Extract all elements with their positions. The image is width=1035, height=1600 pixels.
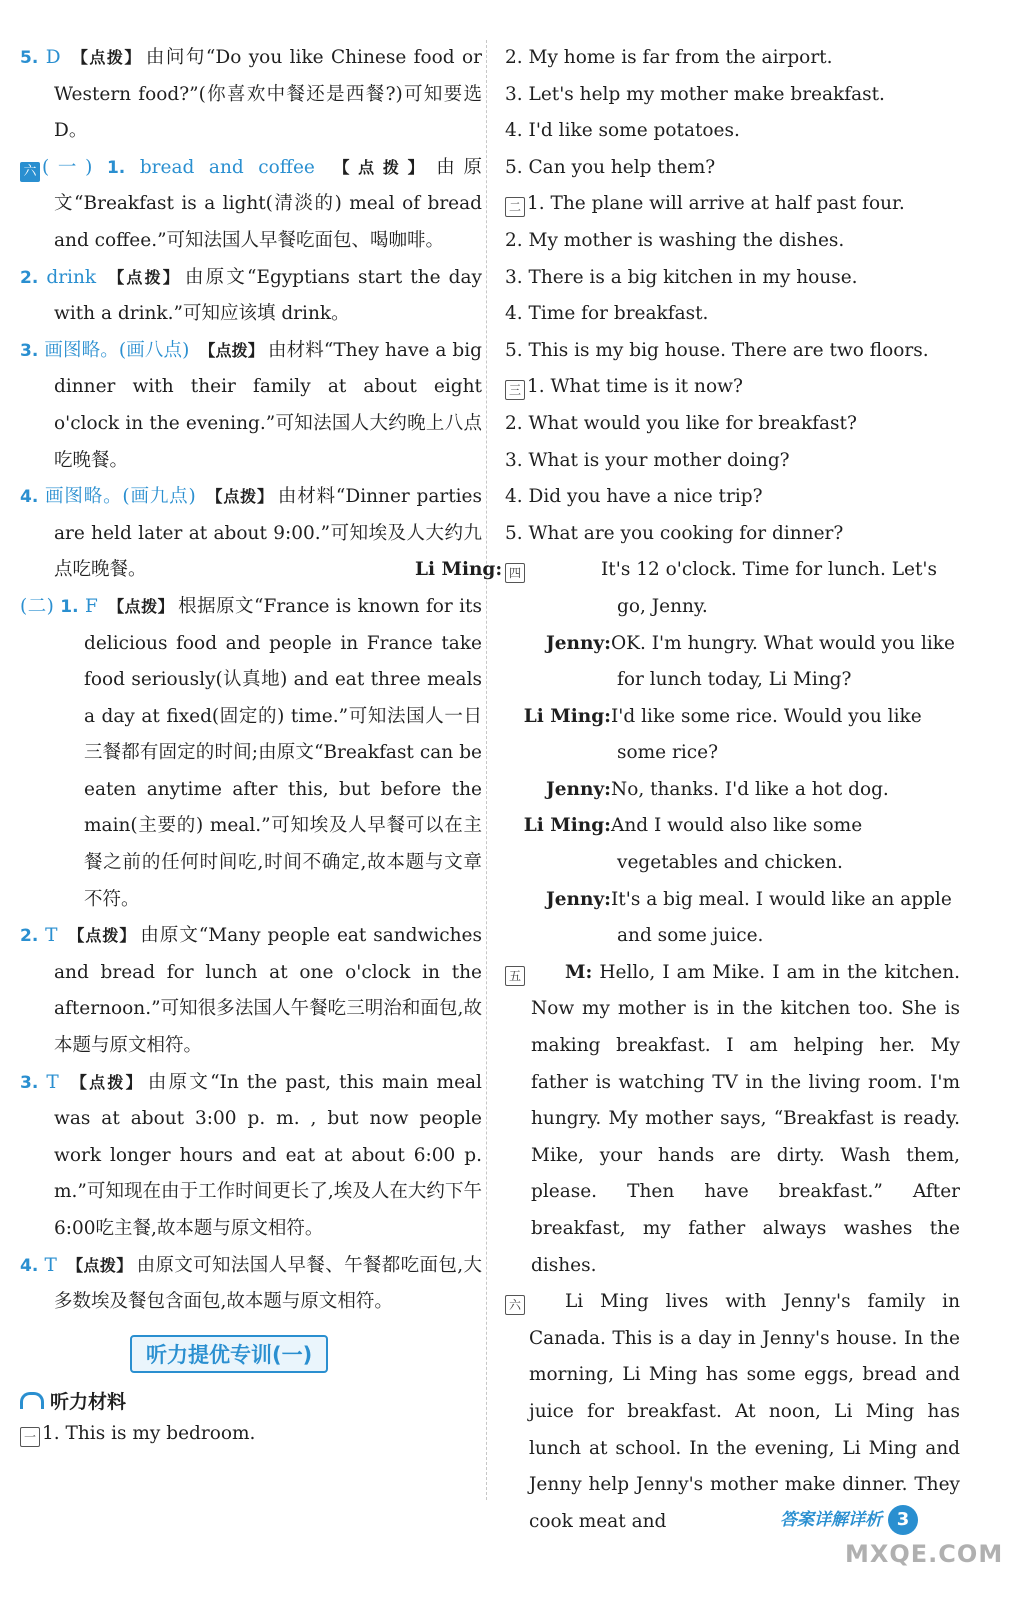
- answer-value: 画图略。(画九点): [45, 486, 196, 508]
- answer-p1q2: [20, 260, 482, 333]
- q-number: 3.: [20, 1072, 39, 1093]
- section-two-icon: 二: [505, 197, 525, 217]
- speaker: Jenny:: [545, 632, 611, 654]
- tip-label: 【点拨】: [67, 1255, 133, 1275]
- dialog-text: OK. I'm hungry. What would you like for lunch today, Li Ming?: [611, 632, 955, 691]
- s3-line: 5. What are you cooking for dinner?: [505, 522, 844, 544]
- dialog-line: [505, 808, 960, 881]
- dialog-line: [505, 699, 960, 772]
- s5-passage: [505, 955, 960, 1284]
- s2-line: 4. Time for breakfast.: [505, 303, 709, 325]
- s2-line: [505, 186, 960, 223]
- answer-value: F: [84, 595, 98, 617]
- tip-label: 【点拨】: [206, 487, 274, 507]
- q-number: 2.: [20, 926, 39, 947]
- page-number: 3: [888, 1505, 918, 1535]
- dialog-line: [505, 882, 960, 955]
- q-number: 1.: [106, 157, 126, 178]
- tip-label: 【点拨】: [70, 1072, 144, 1092]
- column-divider: [486, 40, 488, 1500]
- answer-value: bread and coffee: [139, 156, 315, 178]
- section-banner: 听力提优专训(一): [130, 1335, 328, 1373]
- s2-line: 2. My mother is washing the dishes.: [505, 229, 845, 251]
- left-column: [20, 40, 482, 1452]
- s3-line: 2. What would you like for breakfast?: [505, 412, 857, 434]
- dialog-text: And I would also like some vegetables and chicken.: [611, 815, 863, 874]
- answer-value: drink: [46, 266, 97, 288]
- s6-passage: [505, 1284, 960, 1540]
- tip-label: 【点拨】: [108, 267, 181, 287]
- section-six-icon: 六: [20, 162, 40, 182]
- answer-p1q1: [20, 150, 482, 260]
- speaker: Li Ming:: [523, 815, 611, 837]
- passage-text: Hello, I am Mike. I am in the kitchen. Now my mother is in the kitchen too. She is making breakfast. I am helping her. My father is watching TV in the living room. I'm hungry. My mother says, “Breakfast is ready. Mike, your hands are dirty. Wash them, please. Then have breakfast.” After breakfast, my father always washes the dishes.: [531, 961, 960, 1276]
- part-label: (二): [20, 595, 54, 617]
- s3-line: [505, 369, 960, 406]
- tip-label: 【点拨】: [333, 157, 433, 177]
- answer-q5: [20, 40, 482, 150]
- section-four-icon: 四: [505, 563, 525, 583]
- section-three-icon: 三: [505, 380, 525, 400]
- q-number: 1.: [60, 596, 79, 617]
- answer-value: T: [46, 1071, 59, 1093]
- section-five-icon: 五: [505, 966, 525, 986]
- line-text: 1. What time is it now?: [527, 376, 743, 398]
- answer-value: D: [45, 47, 61, 68]
- s1-line: 2. My home is far from the airport.: [505, 47, 833, 68]
- s2-line: 3. There is a big kitchen in my house.: [505, 266, 858, 288]
- answer-p2q2: [20, 918, 482, 1064]
- tip-text: 由原文“Many people eat sandwiches and bread for lunch at one o'clock in the afternoon.”可知很多法国人午餐吃三明治和面包,故本题与原文相符。: [54, 925, 482, 1057]
- footer-label: 答案详解详析: [780, 1510, 882, 1530]
- q-number: 4.: [20, 1255, 39, 1276]
- tip-label: 【点拨】: [68, 926, 137, 946]
- dialog-text: It's a big meal. I would like an apple and some juice.: [611, 888, 952, 947]
- page-footer: [780, 1505, 918, 1535]
- s1-line: 3. Let's help my mother make breakfast.: [505, 83, 885, 105]
- s2-line: 5. This is my big house. There are two floors.: [505, 339, 929, 361]
- dialog-text: It's 12 o'clock. Time for lunch. Let's go, Jenny.: [601, 559, 937, 617]
- answer-value: T: [45, 925, 58, 947]
- answer-p1q4: [20, 479, 482, 589]
- tip-text: 由原文可知法国人早餐、午餐都吃面包,大多数埃及餐包含面包,故本题与原文相符。: [54, 1254, 482, 1313]
- tip-text: 由材料“Dinner parties are held later at about 9:00.”可知埃及人大约九点吃晚餐。: [54, 486, 482, 581]
- speaker: Jenny:: [545, 888, 611, 910]
- dialog-line: [415, 552, 960, 625]
- tip-label: 【点拨】: [108, 596, 175, 616]
- speaker: Li Ming:: [415, 559, 503, 581]
- answer-value: T: [44, 1254, 57, 1276]
- tip-label: 【点拨】: [71, 48, 142, 67]
- tip-text: 由原文“Egyptians start the day with a drink.”可知应该填 drink。: [54, 266, 482, 325]
- answer-value: 画图略。(画八点): [44, 339, 190, 361]
- speaker: Jenny:: [545, 778, 611, 800]
- line-text: 1. This is my bedroom.: [42, 1422, 256, 1444]
- dialog-text: No, thanks. I'd like a hot dog.: [611, 778, 889, 800]
- s1-line: 4. I'd like some potatoes.: [505, 120, 740, 142]
- tip-text: 由原文“Breakfast is a light(清淡的) meal of bread and coffee.”可知法国人早餐吃面包、喝咖啡。: [54, 156, 482, 251]
- speaker: Li Ming:: [523, 705, 611, 727]
- answer-p1q3: [20, 333, 482, 479]
- section-six-icon: 六: [505, 1295, 525, 1315]
- dialog-text: I'd like some rice. Would you like some rice?: [611, 705, 922, 764]
- right-column: [415, 40, 960, 1540]
- q-number: 3.: [20, 340, 39, 361]
- tip-text: 根据原文“France is known for its delicious food and people in France take food seriously(认真地) and eat three meals a day at fixed(固定的) time.”可知法国人一日三餐都有固定的时间;由原文“Breakfast can be eaten anytime after this, but before the main(主要的) meal.”可知埃及人早餐可以在主餐之前的任何时间吃,时间不确定,故本题与文章不符。: [84, 595, 482, 910]
- dialog-line: [505, 626, 960, 699]
- speaker: M:: [565, 961, 593, 983]
- dialog-line: [505, 772, 960, 809]
- answer-p2q4: [20, 1248, 482, 1321]
- tip-text: 由问句“Do you like Chinese food or Western food?”(你喜欢中餐还是西餐?)可知要选 D。: [54, 47, 482, 142]
- q-number: 2.: [20, 267, 39, 288]
- q-number: 4.: [20, 487, 39, 508]
- passage-text: Li Ming lives with Jenny's family in Canada. This is a day in Jenny's house. In the morning, Li Ming has some eggs, bread and juice for breakfast. At noon, Li Ming has lunch at school. In the evening, Li Ming and Jenny help Jenny's mother make dinner. They cook meat and: [529, 1291, 960, 1532]
- s3-line: 3. What is your mother doing?: [505, 449, 790, 471]
- s3-line: 4. Did you have a nice trip?: [505, 486, 763, 508]
- s1-line: 5. Can you help them?: [505, 156, 716, 178]
- line-text: 1. The plane will arrive at half past four.: [527, 193, 905, 215]
- tip-text: 由材料“They have a big dinner with their family at about eight o'clock in the evening.”可知法国人大约晚上八点吃晚餐。: [54, 339, 483, 471]
- answer-p2q3: [20, 1065, 482, 1248]
- material-heading-text: 听力材料: [50, 1390, 127, 1413]
- watermark: MXQE.COM: [845, 1540, 1004, 1568]
- answer-p2q1: [20, 589, 482, 918]
- headphone-icon: [20, 1392, 44, 1409]
- tip-text: 由原文“In the past, this main meal was at about 3:00 p. m. , but now people work longer hours and eat at about 6:00 p. m.”可知现在由于工作时间更长了,埃及人在大约下午6:00吃主餐,故本题与原文相符。: [54, 1071, 482, 1239]
- part-label: (一): [42, 156, 93, 178]
- listening-s1-item1: [20, 1416, 482, 1453]
- material-heading: [20, 1387, 482, 1414]
- section-one-icon: 一: [20, 1427, 40, 1447]
- q-number: 5.: [20, 48, 39, 68]
- tip-label: 【点拨】: [199, 340, 264, 360]
